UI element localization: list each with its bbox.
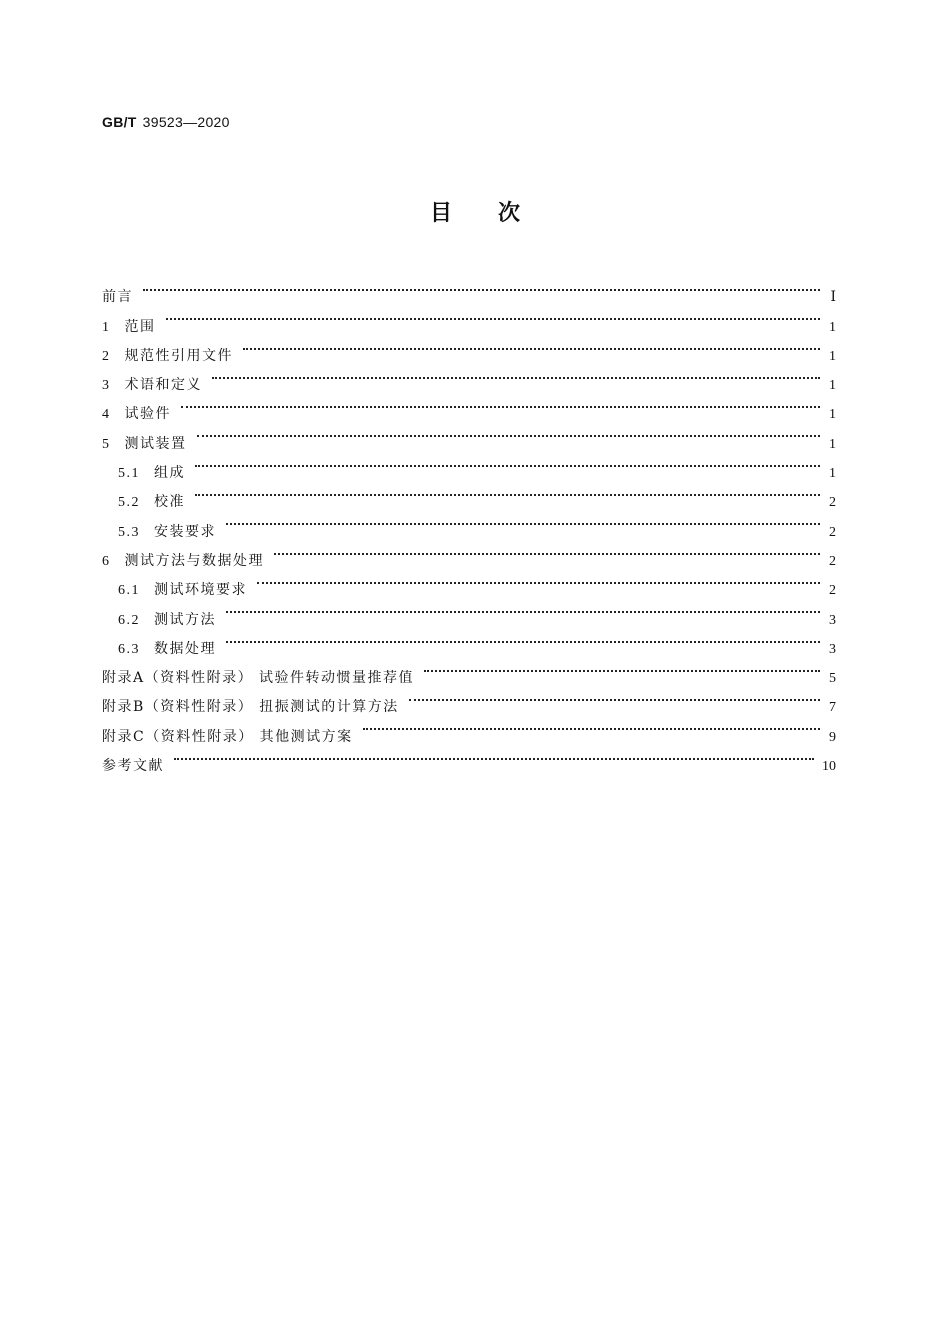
- toc-entry-label: 范围: [124, 318, 156, 335]
- dot-leader: [181, 389, 820, 418]
- toc-entry-label: 规范性引用文件: [124, 347, 233, 364]
- toc-entry-label: 测试方法: [154, 611, 216, 628]
- toc-entry-label: 前言: [102, 289, 133, 306]
- toc-entry-number: 6.3: [118, 641, 140, 657]
- toc-entry-page: 1: [829, 348, 836, 364]
- dot-leader: [243, 331, 820, 360]
- standard-prefix: GB/T: [102, 114, 137, 130]
- toc-entry-page: 2: [829, 495, 836, 511]
- toc-entry-page: 3: [829, 641, 836, 657]
- toc-entry[interactable]: [102, 331, 836, 364]
- dot-leader: [143, 272, 820, 301]
- toc-entry-label: 组成: [154, 465, 185, 482]
- toc-entry-page: 10: [822, 759, 836, 775]
- toc-entry-page: 1: [829, 378, 836, 394]
- toc-entry-page: 9: [829, 729, 836, 745]
- dot-leader: [257, 565, 820, 594]
- toc-entry-label: 附录B（资料性附录） 扭振测试的计算方法: [102, 699, 399, 716]
- toc-entry-label: 附录A（资料性附录） 试验件转动惯量推荐值: [102, 670, 415, 687]
- dot-leader: [174, 741, 814, 770]
- toc-entry-page: 1: [829, 436, 836, 452]
- toc-entry-page: 2: [829, 524, 836, 540]
- toc-entry-number: 5: [102, 436, 111, 452]
- dot-leader: [226, 594, 820, 623]
- toc-entry-label: 测试环境要求: [154, 582, 247, 599]
- toc-entry-label: 参考文献: [102, 758, 164, 775]
- toc-entry-number: 6.1: [118, 583, 140, 599]
- standard-number: 39523—2020: [142, 114, 230, 130]
- toc-entry[interactable]: [102, 418, 836, 452]
- toc-entry-page: 7: [829, 700, 836, 716]
- toc-entry-label: 测试装置: [124, 435, 187, 452]
- toc-entry-label: 术语和定义: [124, 377, 202, 394]
- toc-entry-label: 附录C（资料性附录） 其他测试方案: [102, 728, 353, 745]
- toc-entry[interactable]: [102, 301, 836, 335]
- toc-entry-page: 1: [829, 466, 836, 482]
- toc-entry[interactable]: [102, 389, 836, 423]
- dot-leader: [274, 536, 820, 565]
- toc-entry-number: 1: [102, 319, 111, 335]
- dot-leader: [226, 624, 820, 653]
- toc-entry-label: 试验件: [124, 406, 171, 423]
- toc-entry-label: 测试方法与数据处理: [124, 552, 264, 569]
- dot-leader: [166, 301, 821, 330]
- toc-entry-number: 6.2: [118, 612, 140, 628]
- dot-leader: [197, 418, 821, 447]
- toc-entry[interactable]: [102, 448, 836, 482]
- toc-entry-page: 5: [829, 671, 836, 687]
- dot-leader: [363, 711, 820, 740]
- toc-entry-page: 3: [829, 612, 836, 628]
- toc-entry-page: 2: [829, 553, 836, 569]
- dot-leader: [195, 477, 820, 506]
- toc-entry-number: 5.3: [118, 524, 140, 540]
- standard-code: [102, 114, 230, 130]
- dot-leader: [195, 448, 820, 477]
- toc-entry-number: 5.1: [118, 466, 140, 482]
- page-title: 目次: [429, 201, 566, 226]
- dot-leader: [226, 506, 820, 535]
- toc-entry-number: 5.2: [118, 495, 140, 511]
- toc-entry-number: 3: [102, 378, 111, 394]
- toc-entry-page: 1: [829, 319, 836, 335]
- dot-leader: [424, 653, 820, 682]
- toc-entry-label: 数据处理: [154, 640, 216, 657]
- toc-entry[interactable]: [102, 272, 836, 306]
- toc-entry-page: 1: [829, 407, 836, 423]
- dot-leader: [409, 682, 820, 711]
- toc-entry[interactable]: [102, 506, 836, 540]
- toc-entry-label: 安装要求: [154, 523, 216, 540]
- toc-entry-label: 校准: [154, 494, 185, 511]
- toc-entry-number: 6: [102, 553, 111, 569]
- table-of-contents: [102, 272, 836, 775]
- toc-entry[interactable]: [102, 741, 836, 775]
- toc-entry-page: 2: [829, 583, 836, 599]
- dot-leader: [212, 360, 820, 389]
- toc-entry-number: 2: [102, 348, 111, 364]
- toc-entry[interactable]: [102, 360, 836, 394]
- toc-entry-page: Ⅰ: [830, 290, 836, 306]
- toc-entry-number: 4: [102, 407, 111, 423]
- toc-entry[interactable]: [102, 477, 836, 511]
